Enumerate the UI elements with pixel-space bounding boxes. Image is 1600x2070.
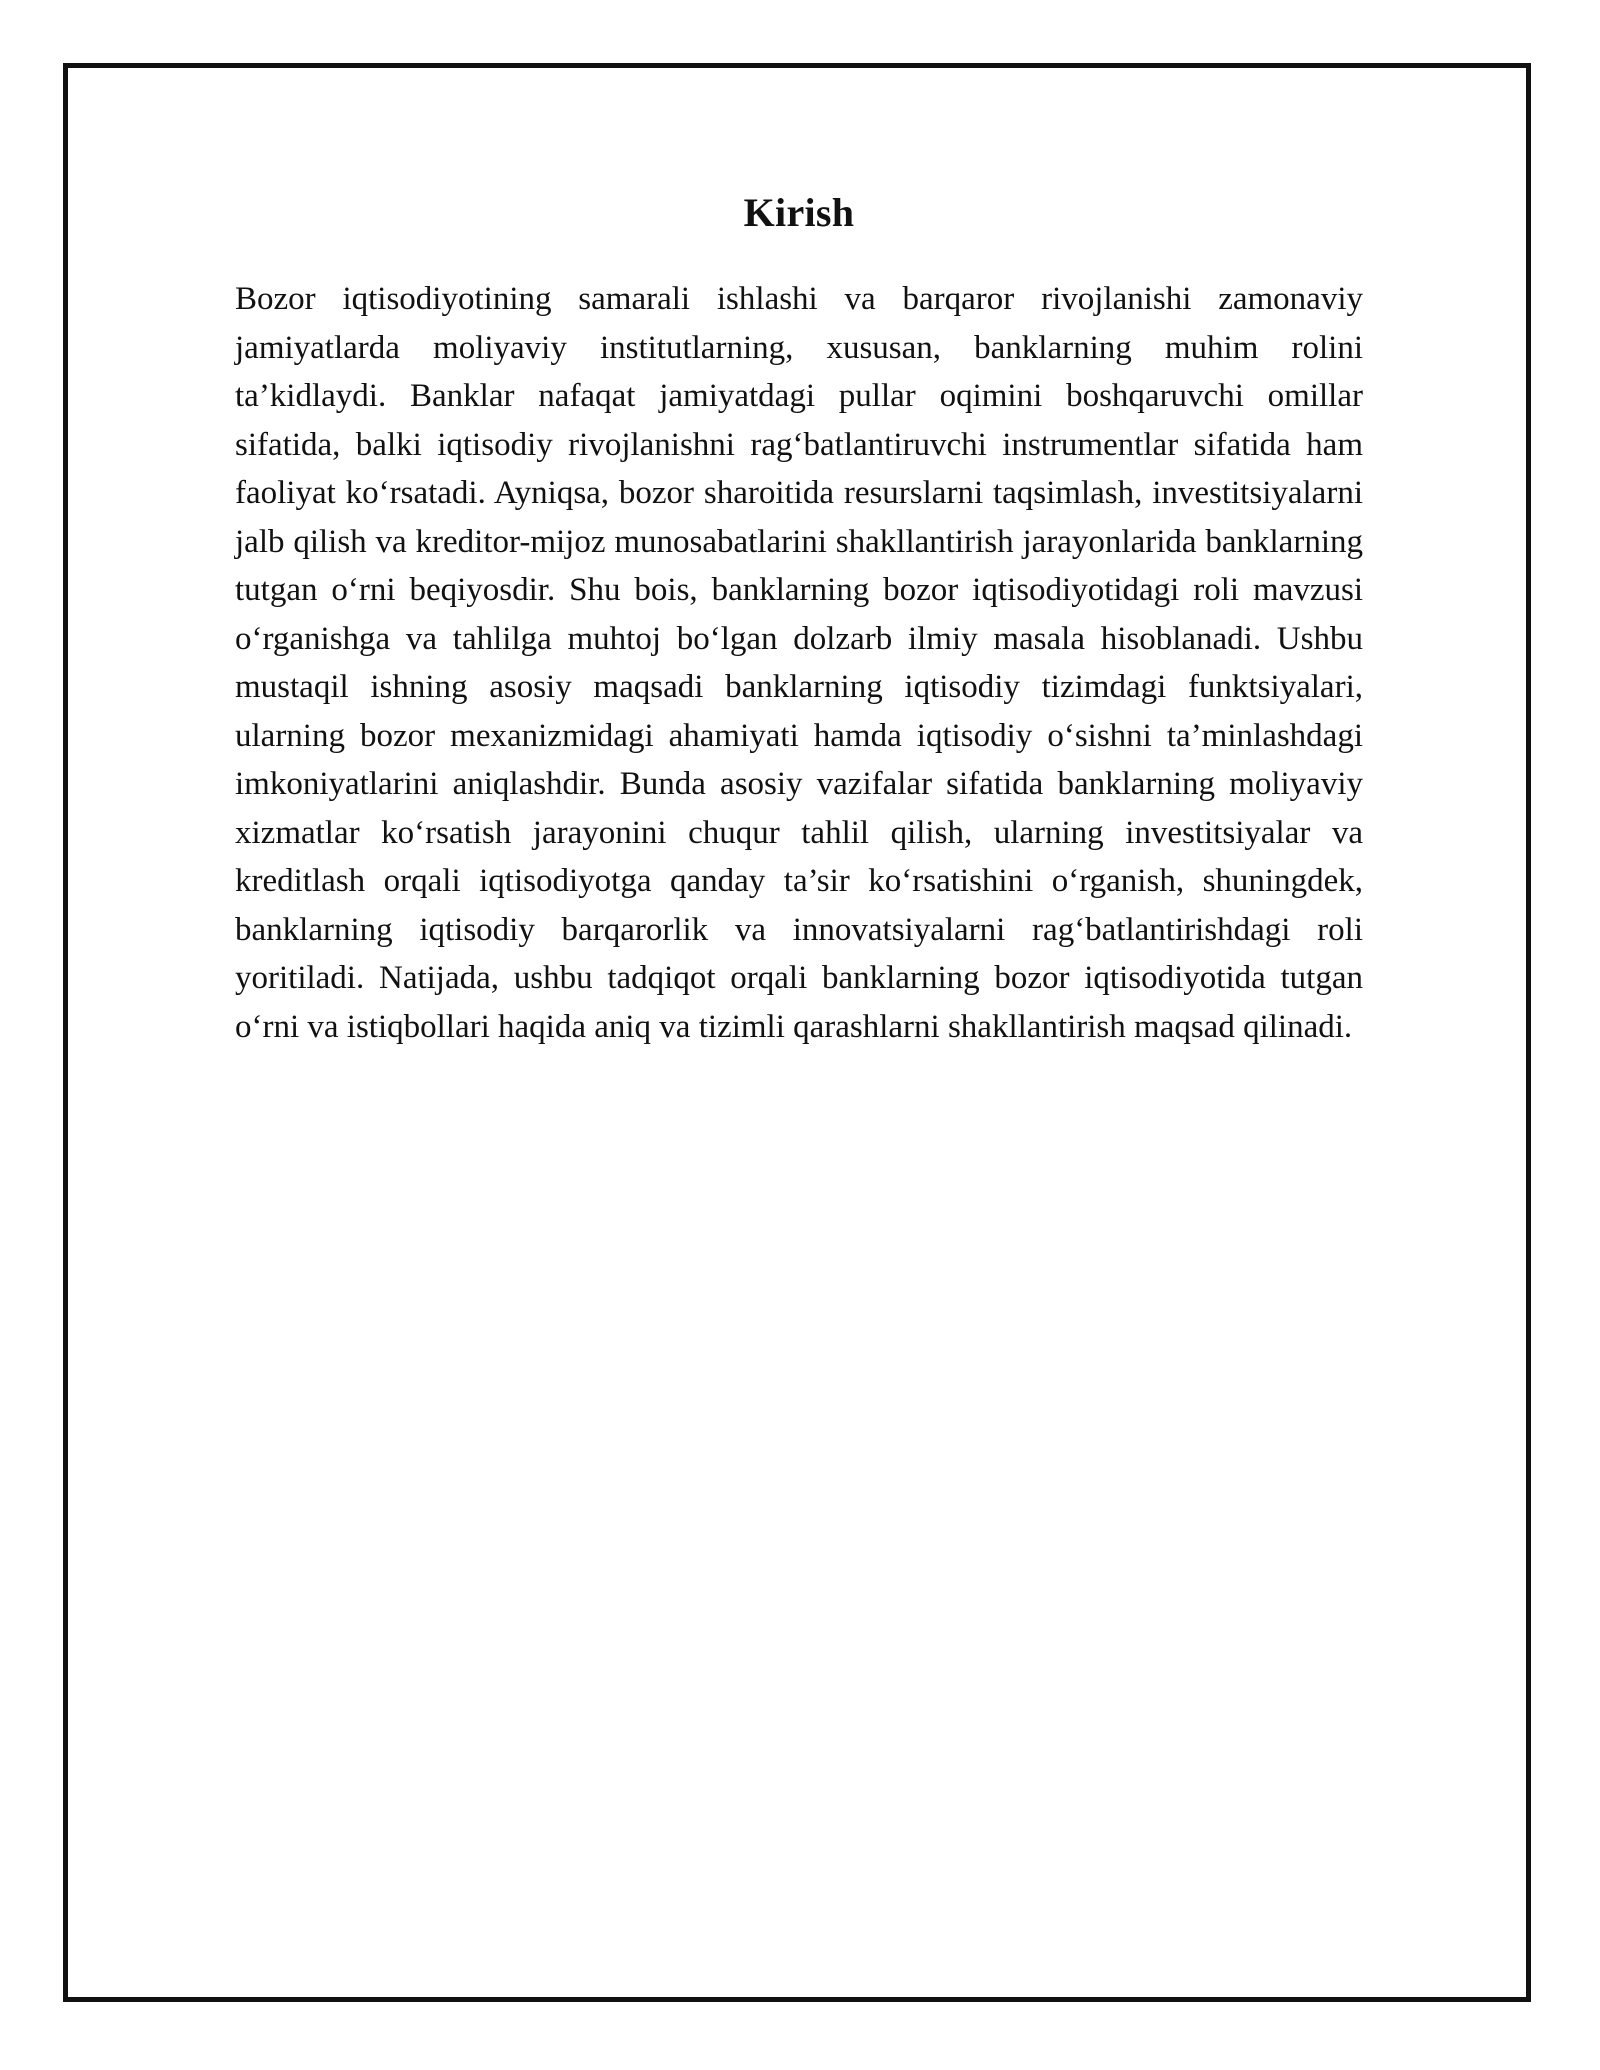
page-title: Kirish [743, 190, 855, 235]
body-paragraph: Bozor iqtisodiyotining samarali ishlashi va barqaror rivojlanishi zamonaviy jamiyatlarda moliyaviy institutlarning, xususan, banklarning muhim rolini ta’kidlaydi. Banklar nafaqat jamiyatdagi pullar oqimini boshqaruvchi omillar sifatida, balki iqtisodiy rivojlanishni rag‘batlantiruvchi instrumentlar sifatida ham faoliyat ko‘rsatadi. Ayniqsa, bozor sharoitida resurslarni taqsimlash, investitsiyalarni jalb qilish va kreditor-mijoz munosabatlarini shakllantirish jarayonlarida banklarning tutgan o‘rni beqiyosdir. Shu bois, banklarning bozor iqtisodiyotidagi roli mavzusi o‘rganishga va tahlilga muhtoj bo‘lgan dolzarb ilmiy masala hisoblanadi. Ushbu mustaqil ishning asosiy maqsadi banklarning iqtisodiy tizimdagi funktsiyalari, ularning bozor mexanizmidagi ahamiyati hamda iqtisodiy o‘sishni ta’minlashdagi imkoniyatlarini aniqlashdir. Bunda asosiy vazifalar sifatida banklarning moliyaviy xizmatlar ko‘rsatish jarayonini chuqur tahlil qilish, ularning investitsiyalar va kreditlash orqali iqtisodiyotga qanday ta’sir ko‘rsatishini o‘rganish, shuningdek, banklarning iqtisodiy barqarorlik va innovatsiyalarni rag‘batlantirishdagi roli yoritiladi. Natijada, ushbu tadqiqot orqali banklarning bozor iqtisodiyotida tutgan o‘rni va istiqbollari haqida aniq va tizimli qarashlarni shakllantirish maqsad qilinadi. [235, 281, 1363, 1045]
document-content [235, 180, 1363, 1051]
